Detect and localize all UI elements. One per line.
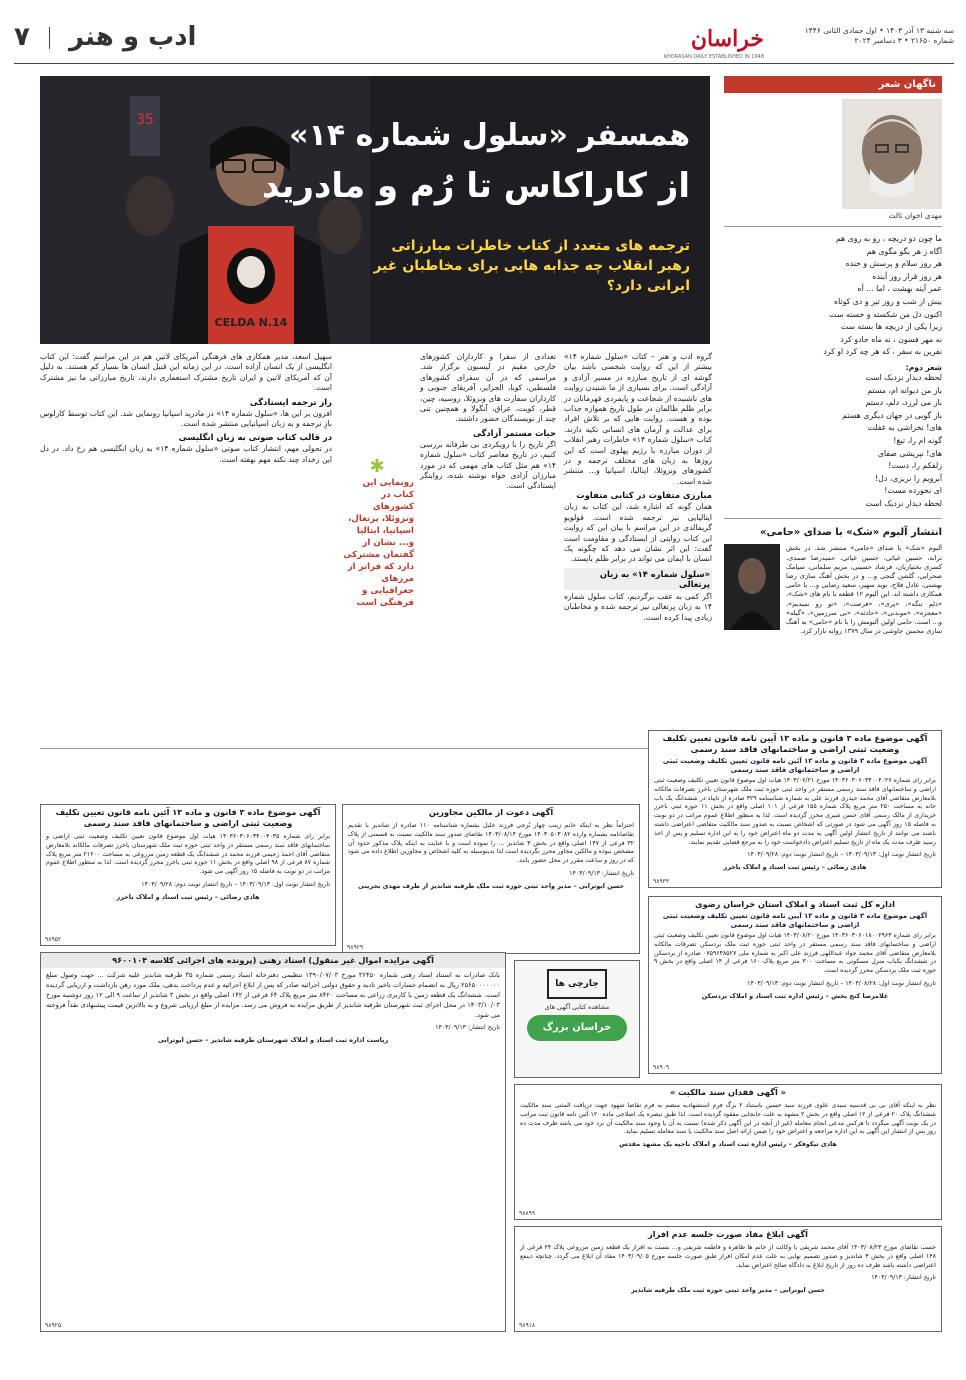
poem-header: ناگهان شعر bbox=[724, 76, 942, 93]
ad5-body: احتراماً نظر به اینکه خانم زینب چهار بُرجی فرزند خلیل بشماره شناسنامه ۱۱۰ صادره از شاندیز با تقدیم تقاضانامه بشماره وارده ۱۴۰۳۰۵۰۳۰۸۲ مورخ ۱۴۰۳/۰۸/۱۴ تقاضای صدور سند مالکیت نسبت به قسمتی از پلاک ۳۲ فرعی از ۱۴۷ اصلی واقع در بخش ۳ شاندیز ... را نموده است و با عنایت به اینکه پلاک مذکور حدود آن مشخص نبوده و مالکین مجاور محرز نگردیده است لذا بدینوسیله به کلیه اشخاص و مجاورین اطلاع داده می شود که در روز و ساعت مقرر در محل حضور یابند. bbox=[348, 822, 634, 865]
ad7-body: بانک صادرات به استناد اسناد رهنی شماره ۳۶۴۵۰ مورخ ۱۳۹۰/۰۷/۰۳ تنظیمی دفترخانه اسناد رسمی شماره ۳۵ طرقبه شاندیز علیه شرکت ... جهت وصول مبلغ ۲۵۶۵۰۰۰۰۰۰۰ ریال به انضمام خسارات تاخیر تادیه و حقوق دولتی اجرائیه صادر که پس از ابلاغ اجرائیه و عدم پرداخت بدهی، ملک مورد رهن بازداشت و ارزیابی گردیده است. ششدانگ یک قطعه زمین با کاربری زراعی به مساحت ۸۴۲۰ متر مربع پلاک ۶۴ فرعی از ۱۴۲ اصلی واقع در بخش ۳ شاندیز از ساعت ۹ الی ۱۲ روز دوشنبه مورخ ۱۴۰۳/۱۰/۰۳ در محل اجرای ثبت شهرستان طرقبه شاندیز از طریق مزایده به فروش می رسد. مزایده از مبلغ ارزیابی شروع و به بالاترین قیمت پیشنهادی نقداً فروخته می شود. bbox=[46, 971, 500, 1019]
ad1-signature: هادی رضائی – رئیس ثبت اسناد و املاک باخرز bbox=[723, 863, 867, 872]
ad7-signature: ریاست اداره ثبت اسناد و املاک شهرستان طرقبه شاندیز – حسن ابوترابی bbox=[157, 1035, 389, 1044]
svg-text:35: 35 bbox=[136, 112, 154, 128]
poem-verse: باز من دیوانه ام، مستم bbox=[867, 385, 942, 395]
logo-subtitle: KHORASAN DAILY ESTABLISHED IN 1948 bbox=[663, 54, 764, 60]
poem-verse: های! نخراشی به غفلت bbox=[867, 423, 942, 433]
poem-verse: های! نپریشی صفای bbox=[877, 448, 942, 458]
ad1-body: برابر رای شماره ۱۴۰۳۶۰۳۰۶۰۳۴۰۰۴۰۲۷ مورخ ۱۴۰۳/۰۷/۲۱ هیات اول موضوع قانون تعیین تکلیف وضعیت ثبتی اراضی و ساختمانهای فاقد سند رسمی مستقر در واحد ثبتی حوزه ثبت ملک شهرستان باخرز تصرفات مالکانه بلامعارض متقاضی آقای محمد حیدری فرزند علی به شماره شناسنامه ۳۲۹ صادره از تایباد در ششدانگ یک باب خانه به مساحت ۲۵۰ متر مربع پلاک شماره ۱۵۵ فرعی از ۱۰۱ اصلی واقع در بخش ۱۱ حوزه ثبتی باخرز خریداری از مالک رسمی آقای حسن شیری محرز گردیده است. لذا به منظور اطلاع عموم مراتب در دو نوبت به فاصله ۱۵ روز آگهی می شود در صورتی که اشخاص نسبت به صدور سند مالکیت متقاضی اعتراضی داشته باشند می توانند از تاریخ انتشار اولین آگهی به مدت دو ماه اعتراض خود را به این اداره تسلیم و پس از اخذ رسید ظرف مدت یک ماه از تاریخ تسلیم اعتراض دادخواست خود را به مرجع قضایی تقدیم نمایند. bbox=[654, 777, 936, 846]
section-title bbox=[14, 22, 196, 52]
headline-line-2: از کاراکاس تا رُم و مادرید bbox=[261, 166, 690, 206]
ad3-signature: هادی نیکوفکر – رئیس اداره ثبت اسناد و املاک ناحیه یک مشهد مقدس bbox=[619, 1140, 837, 1149]
section-name: ادب و هنر bbox=[69, 22, 197, 52]
ad2-title: اداره کل ثبت اسناد و املاک استان خراسان رضوی bbox=[695, 899, 895, 909]
ad5-code: ۹۸۹۲۹ bbox=[347, 944, 364, 951]
page-header bbox=[14, 20, 954, 64]
ad-box-1 bbox=[648, 730, 942, 888]
poet-photo-wrap bbox=[724, 99, 942, 209]
article-col1c-text: اگر کمی به عقب برگردیم، کتاب سلول شماره ۱۴ به زبان پرتغالی نیز ترجمه شده و مخاطبان زیادی پیدا کرده است. bbox=[564, 591, 712, 622]
poem-verse: گونه ام را، تیغ! bbox=[893, 435, 942, 445]
poem-verse: اکنون دل من شکسته و خسته ست bbox=[829, 309, 942, 319]
poem-divider-2 bbox=[724, 518, 942, 519]
ad7-title: آگهی مزایده اموال غیر منقول) اسناد رهنی (پرونده های اجرائی کلاسه ۹۶۰۰۱۰۴ bbox=[41, 953, 505, 968]
article-column-2 bbox=[420, 352, 556, 744]
issue-line-2: شماره ۲۱۶۵۰ • ۳ دسامبر ۲۰۲۴ bbox=[854, 36, 954, 45]
article-col1b-text: همان گونه که اشاره شد، این کتاب به زبان ایتالیایی نیز ترجمه شده است. فولویو گریمالدی در این مراسم با بیان این که روایت این کتاب روایتی از ایستادگی و مقاومت است گفت: این اثر نشان می دهد که چگونه یک انسان با ایمان می تواند در برابر ظلم بایستد. bbox=[564, 502, 712, 564]
ad4-dates: تاریخ انتشار: ۱۴۰۳/۰۹/۱۳ bbox=[871, 1274, 936, 1282]
poem-verse: ما چون دو دریچه ، رو به روی هم bbox=[835, 234, 942, 243]
poem-verses bbox=[724, 233, 942, 359]
headline-line-1: همسفر «سلول شماره ۱۴» bbox=[289, 118, 690, 153]
ad6-title: آگهی موضوع ماده ۳ قانون و ماده ۱۳ آئین نامه قانون تعیین تکلیف وضعیت ثبتی اراضی و ساختمانهای فاقد سند رسمی bbox=[55, 807, 321, 828]
album-section bbox=[724, 544, 942, 636]
ad6-signature: هادی رضائی – رئیس ثبت اسناد و املاک باخرز bbox=[116, 892, 260, 901]
ad1-subtitle: آگهی موضوع ماده ۳ قانون و ماده ۱۳ آئین نامه قانون تعیین تکلیف وضعیت ثبتی اراضی و ساختمانهای فاقد سند رسمی bbox=[662, 757, 928, 774]
ad-box-5 bbox=[342, 804, 640, 954]
poem-verse: عمر آینه بهشت ، اما ... آه bbox=[857, 284, 942, 294]
article-subtitle-1: مبارزی متفاوت در کتابی متفاوت bbox=[576, 490, 712, 501]
poem-verse: نفرین به سفر ، که هر چه کرد او کرد bbox=[823, 347, 942, 357]
poem-verse: بیش از شب و روز تیر و دی کوتاه bbox=[833, 296, 942, 306]
ad-box-3 bbox=[514, 1084, 942, 1220]
poet-portrait bbox=[842, 99, 942, 209]
article-col3b-text: افزون بر این ها، «سلول شماره ۱۴» در مادرید اسپانیا رونمایی شد. این کتاب توسط کارلوس بازِ ترجمه و به زبان اسپانیایی منتشر شده است. bbox=[40, 408, 332, 429]
singer-photo bbox=[724, 544, 780, 630]
poem-verse: زلفکم را، دست! bbox=[888, 461, 942, 471]
article-column-3 bbox=[40, 352, 332, 744]
poem-verse: هر روز سلام و پرسش و خنده bbox=[845, 259, 942, 269]
ad3-code: ۹۸۸۹۹ bbox=[519, 1210, 536, 1217]
ad7-code: ۹۸۹۲۵ bbox=[45, 1322, 62, 1329]
quote-star-icon: ✱ bbox=[369, 456, 385, 477]
ad5-dates: تاریخ انتشار: ۱۴۰۳/۰۹/۱۳ bbox=[569, 869, 634, 877]
subheadline: ترجمه های متعدد از کتاب خاطرات مبارزاتی رهبر انقلاب چه جذابه هایی برای مخاطبان غیر ایرانی دارد؟ bbox=[373, 238, 690, 294]
issue-line-1: سه شنبه ۱۳ آذر ۱۴۰۳ • اول جمادی الثانی ۱۴۴۶ bbox=[804, 26, 954, 35]
newspaper-logo: خراسان bbox=[690, 26, 764, 52]
poem-column bbox=[724, 76, 942, 740]
poem-verse: ای نخورده مست! bbox=[884, 486, 942, 496]
poem-verse: لحظه دیدار نزدیک است bbox=[865, 372, 942, 382]
ad2-subtitle: آگهی موضوع ماده ۳ قانون و ماده ۱۳ آیین نامه قانون تعیین تکلیف وضعیت ثبتی اراضی و ساختمانهای فاقد سند رسمی bbox=[662, 912, 928, 929]
ad-box-4 bbox=[514, 1226, 942, 1332]
ad1-code: ۹۸۹۳۳ bbox=[653, 878, 670, 885]
ad4-title: آگهی ابلاغ مفاد صورت جلسه عدم افراز bbox=[648, 1229, 808, 1239]
album-body: آلبوم «شک» با صدای «حامی» منتشر شد. در بخش ترانه، حسین غیاثی، حسین غیاثی، حمیدرضا صمدی، کسری بختیاریان، فرشاد حسینی، مریم سلمانی، سیامک صحرایی، گلشن گنجی و... و در بخش آهنگ سازی رضا بهشتی، عادل فلاح، نوید سهیر، سعید رضایی و... با حامی همکاری داشته اند. این آلبوم ۱۲ قطعه با نام های «شک»، «دلم تنگه»، «پری»، «فرصت»، «تو رو نمیدیم»، «معجزه»، «موندنی»، «حادثه»، «بی سرزمین»، «گیله» و... است. حامی اولین آلبومش را با نام «حامی» به آهنگ سازی محسن چاوشی در سال ۱۳۷۹ روانه بازار کرد. bbox=[786, 544, 942, 636]
ad6-code: ۹۸۹۵۲ bbox=[45, 936, 62, 943]
ad2-signature: غلامرضا کنج بخش – رئیس اداره ثبت اسناد و املاک بردسکن bbox=[701, 991, 889, 1000]
ad6-body: برابر رای شماره ۱۴۰۳۶۰۳۰۶۰۳۴۰۰۴۰۳۵ هیات اول موضوع قانون تعیین تکلیف وضعیت ثبتی اراضی و ساختمانهای فاقد سند رسمی مستقر در واحد ثبتی حوزه ثبت ملک شهرستان باخرز تصرفات مالکانه بلامعارض متقاضی آقای احمد رحیمی فرزند محمد در ششدانگ یک قطعه زمین مزروعی به مساحت ۲۱۲۰۰ متر مربع پلاک شماره ۸۷ فرعی از ۹۸ اصلی واقع در بخش ۱۱ حوزه ثبتی باخرز محرز گردیده است. لذا به منظور اطلاع عموم مراتب در دو نوبت به فاصله ۱۵ روز آگهی می شود. bbox=[46, 833, 330, 876]
second-poem-label: شعر دوم: bbox=[905, 362, 942, 372]
poem-verse: آبرویم را نریزی، دل! bbox=[875, 473, 942, 483]
ad4-body: حسب تقاضای مورخ ۱۴۰۳/۰۸/۲۳ آقای محمد شریفی با وکالت از خانم ها طاهره و فاطمه شریفی و... نسبت به افراز یک قطعه زمین مزروعی پلاک ۲۴ فرعی از ۱۴۸ اصلی واقع در بخش ۳ شاندیز و صدور تصمیم نهایی به علت عدم امکان افراز طبق صورت جلسه مورخ ۱۴۰۳/۰۹/۰۵ مفاد آن ابلاغ می گردد. چنانچه ذینفع اعتراضی داشته باشد ظرف ده روز از تاریخ ابلاغ به دادگاه صالح اعتراض نماید. bbox=[520, 1244, 936, 1269]
poem-verses-2 bbox=[724, 372, 942, 511]
pull-quote bbox=[340, 456, 414, 706]
poem-verse: هر روز قرار روز آینده bbox=[872, 271, 942, 281]
article-col1-text: گروه ادب و هنر – کتاب «سلول شماره ۱۴» بیشتر از این که روایت شخصی باشد بیان گوشه ای از تاریخ مبارزه در مسیر آزادی و آزادگی است. برای بسیاری از ما شنیدن روایت های ناشنیده از شجاعت و پایمردی قهرمانان در برابر ظلم ظالمان در طول تاریخ همواره جذاب بوده و هست. روایت هایی که بر تلاش افراد برای عدالت و آرمان های انسانی تکیه دارند. کتاب «سلول شماره ۱۴» خاطرات رهبر انقلاب از دوران مبارزه با رژیم پهلوی است که این روزها به زبان های مختلف ترجمه و در کشورهای ونزوئلا، ایتالیا، اسپانیا و... منتشر شده است. bbox=[564, 352, 712, 486]
article-col2-text: تعدادی از سفرا و کاردارِان کشورهای خارجی مقیم در لیسبون برگزار شد. مراسمی که در آن سفرای کشورهای فلسطین، کوبا، الجزایر، آفریقای جنوبی و کارداران سفارت های ونزوئلا، روسیه، چین، قطر، کویت، عراق، آنگولا و همچنین تنی چند از نویسندگان حضور داشتند. bbox=[420, 352, 556, 424]
ad2-code: ۹۸۹۰۹ bbox=[653, 1064, 670, 1071]
poem-verse: نه مهر فسون ، نه ماه جادو کرد bbox=[840, 334, 942, 344]
ad-box-7 bbox=[40, 952, 506, 1332]
promo-logo: جارچی ها bbox=[547, 969, 607, 999]
ad5-signature: حسن ابوترابی – مدیر واحد ثبتی حوزه ثبت ملک طرقبه شاندیز از طرف مهدی بحرینی bbox=[357, 881, 625, 890]
article-col3-text: سهیل اسعد، مدیر همکاری های فرهنگی آمریکای لاتین هم در این مراسم گفت: این کتاب انگلیسی از یک انسان آزاده است. در این زمانه این قبیل انسان ها بسیار کم هستند. به دلیل آن که آمریکای لاتین و ایران تاریخ مشترک استعماری دارند، تاریخ مبارزاتی ما نیز مشترک است. bbox=[40, 352, 332, 393]
ad4-code: ۹۸۹۱۸ bbox=[519, 1322, 536, 1329]
poem-verse: آگاه ز هر بگو مگوی هم bbox=[866, 246, 942, 256]
promo-caption: مشاهده کتابی آگهی های bbox=[544, 1003, 610, 1011]
ad5-title: آگهی دعوت از مالکین مجاورین bbox=[428, 807, 554, 817]
poem-divider bbox=[724, 226, 942, 227]
pull-quote-text: رونمایی این کتاب در کشورهای ونزوئلا، پرتغال، اسپانیا، ایتالیا و... نشان از گفتمان مشترکی دارد که فراتر از مرزهای جغرافیایی و فرهنگی است bbox=[343, 478, 414, 608]
ad4-signature: حسن ابوترابی – مدیر واحد ثبتی حوزه ثبت ملک طرقبه شاندیز bbox=[631, 1286, 825, 1295]
ad1-dates: تاریخ انتشار نوبت اول: ۱۴۰۳/۰۹/۱۳ – تاریخ انتشار نوبت دوم: ۱۴۰۳/۰۹/۲۸ bbox=[747, 851, 936, 859]
poem-verse: باز می لرزد، دلم، دستم bbox=[865, 398, 942, 408]
article-subtitle-5: در قالب کتاب صوتی به زبان انگلیسی bbox=[178, 432, 332, 443]
poem-verse: باز گویی در جهان دیگری هستم bbox=[842, 410, 942, 420]
article-subtitle-4: راز ترجمه ایستادگی bbox=[249, 396, 332, 407]
ad-box-6 bbox=[40, 804, 336, 946]
article-subtitle-3: حیات مستمر آزادگی bbox=[472, 427, 556, 438]
page-number: ۷ bbox=[14, 22, 30, 52]
ad3-body: نظر به اینکه آقای بی بی قدسیه سیدی علوی فرزند سید حسین باستناد ۲ برگ فرم استشهادیه منضم به فرم تقاضا شهود جهت دریافت المثنی سند مالکیت ششدانگ پلاک ۲۰ فرعی از ۱۲ اصلی واقع در بخش ۲ مشهد به علت جابجایی مفقود گردیده است. لذا طبق تبصره یک اصلاحی ماده ۱۲۰ آئین نامه قانون ثبت مراتب در یک نوبت آگهی میگردد تا هرکس مدعی انجام معامله (غیر از آنچه در این آگهی ذکر شده) نسبت به آن یا وجود سند مالکیت آن نزد خود می باشد ظرف مدت ده روز پس از انتشار این آگهی به این اداره مراجعه و اعتراض خود را ضمن ارائه اصل سند مالکیت یا سند معامله تسلیم نماید. bbox=[520, 1102, 936, 1136]
feature-photo bbox=[40, 76, 710, 344]
poem-verse: زیرا یکی از دریچه ها بسته ست bbox=[840, 322, 942, 332]
ad1-title: آگهی موضوع ماده ۳ قانون و ماده ۱۳ آیین نامه قانون تعیین تکلیف وضعیت ثبتی اراضی و ساختمانهای فاقد سند رسمی bbox=[662, 733, 928, 754]
ad3-title: « آگهی فقدان سند مالکیت » bbox=[670, 1087, 786, 1097]
article-col2b-text: اگر تاریخ را با رویکردی بی طرفانه بررسی کنیم، در تاریخ معاصر کتاب «سلول شماره ۱۴» هم مثل کتاب های مهمی که در مورد مبارزان آزادی خواه نوشته شده، روایتگر ایستادگی است. bbox=[420, 439, 556, 491]
book-cover-title: CELDA N.14 bbox=[214, 316, 288, 329]
article-col3c-text: در تحولی مهم، انتشار کتاب صوتی «سلول شماره ۱۴» به زبان انگلیسی هم رخ داد. در دل این رخداد چند نکته مهم نهفته است. bbox=[40, 444, 332, 464]
article-column-1 bbox=[564, 352, 712, 744]
ad6-dates: تاریخ انتشار نوبت اول: ۱۴۰۳/۰۹/۱۳ – تاریخ انتشار نوبت دوم: ۱۴۰۳/۰۹/۲۸ bbox=[141, 880, 330, 888]
ad-box-2 bbox=[648, 896, 942, 1074]
ad7-dates: تاریخ انتشار: ۱۴۰۳/۰۹/۱۳ bbox=[435, 1024, 500, 1031]
poem-verse: لحظه دیدار نزدیک است bbox=[865, 498, 942, 508]
article-subtitle-2: «سلول شماره ۱۴» به زبان پرتغالی bbox=[564, 568, 712, 590]
ad2-dates: تاریخ انتشار نوبت اول: ۱۴۰۳/۰۸/۲۸ – تاریخ انتشار نوبت دوم: ۱۴۰۳/۰۹/۱۳ bbox=[747, 979, 936, 987]
header-divider bbox=[49, 27, 50, 49]
album-title: انتشار آلبوم «شک» با صدای «حامی» bbox=[760, 527, 942, 539]
photo-illustration bbox=[40, 76, 710, 344]
promo-brand-button[interactable]: خراسان بزرگ bbox=[527, 1015, 627, 1041]
promo-box[interactable] bbox=[514, 960, 640, 1078]
poet-name: مهدی اخوان ثالث bbox=[888, 211, 942, 220]
ad2-body: برابر رای شماره ۱۴۰۳۶۰۳۰۶۰۱۸۰۰۲۹۶۳ مورخ ۱۴۰۳/۰۸/۲۰ هیات اول موضوع قانون تعیین تکلیف وضعیت ثبتی اراضی و ساختمانهای فاقد سند رسمی مستقر در واحد ثبتی حوزه ثبت ملک بردسکن تصرفات مالکانه بلامعارض متقاضی آقای محمد جواد عبداللهی فرزند علی اکبر به شماره ملی ۰۷۵۹۶۴۸۵۲۷ صادره از بردسکن در ششدانگ یکباب منزل مسکونی به مساحت ۳۰۰ متر مربع پلاک ۱۶۰ فرعی از ۱۴ اصلی واقع در بخش ۹ حوزه ثبت ملک بردسکن محرز گردیده است. bbox=[654, 932, 937, 975]
issue-info bbox=[805, 26, 954, 46]
